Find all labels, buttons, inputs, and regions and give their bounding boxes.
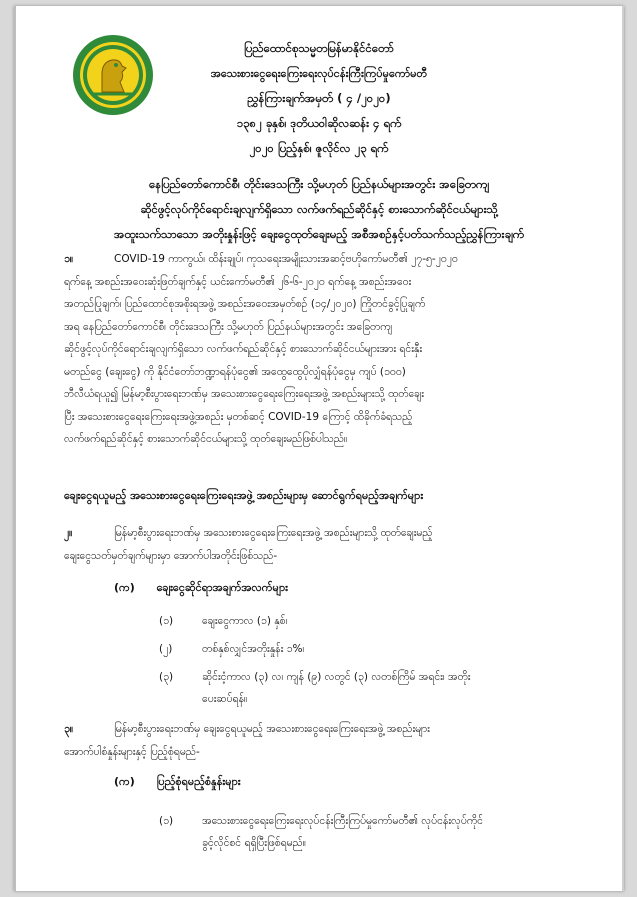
paragraph-line: ၂။ မြန်မာ့စီးပွားရေးဘဏ်မှ အသေးစားငွေရေးကြေးရေးအဖွဲ့ အစည်းများသို့ ထုတ်ချေးမည့် bbox=[64, 522, 594, 545]
sub-section-a bbox=[114, 578, 288, 598]
item-text: တစ်နှစ်လျှင်အတိုးနှုန်း ၁%၊ bbox=[202, 643, 305, 655]
list-item bbox=[159, 666, 589, 712]
item-marker: (၁) bbox=[159, 815, 174, 827]
paragraph-line: ၁။ COVID-19 ကာကွယ်၊ ထိန်းချုပ်၊ ကုသရေးအမျိုးသားအဆင့်ဗဟိုကော်မတီ၏ ၂၇-၅-၂၀၂၀ bbox=[64, 248, 594, 271]
list-item bbox=[159, 810, 589, 856]
title-line: ဆိုင်ဖွင့်လုပ်ကိုင်ရောင်းချလျက်ရှိသော လက်ဖက်ရည်ဆိုင်နှင့် စားသောက်ဆိုင်ငယ်များသို့ bbox=[140, 202, 498, 216]
title-line: အထူးသက်သာသော အတိုးနှုန်းဖြင့် ချေးငွေထုတ်ချေးမည့် အစီအစဉ်နှင့်ပတ်သက်သည့်ညွှန်ကြားချက် bbox=[113, 227, 525, 241]
paragraph-line: ပြီး အသေးစားငွေရေးကြေးရေးအဖွဲ့အစည်း မှတစ်ဆင့် COVID-19 ကြောင့် ထိခိုက်ခံရသည့် bbox=[64, 410, 413, 423]
item-marker: (၁) bbox=[159, 615, 174, 627]
document-page bbox=[14, 6, 624, 891]
paragraph-number: ၂။ bbox=[64, 527, 73, 539]
paragraph-line: ၃။ မြန်မာ့စီးပွားရေးဘဏ်မှ ချေးငွေရယူမည့် အသေးစားငွေရေးကြေးရေးအဖွဲ့ အစည်းများ bbox=[64, 718, 594, 741]
title-line: နေပြည်တော်ကောင်စီ၊ တိုင်းဒေသကြီး သို့မဟုတ် ပြည်နယ်များအတွင်း အခြေတကျ bbox=[148, 177, 490, 191]
paragraph-line: အရ နေပြည်တော်ကောင်စီ၊ တိုင်းဒေသကြီး သို့မဟုတ် ပြည်နယ်များအတွင်း အခြေတကျ bbox=[64, 320, 393, 333]
item-marker: (၂) bbox=[159, 643, 173, 655]
paragraph-3 bbox=[64, 718, 594, 763]
paragraph-line: မတည်ငွေ (ချေးငွေ) ကို နိုင်ငံတော်ဘဏ္ဍာရန်ပုံငွေ၏ အထွေထွေပိုလျှံရန်ပုံငွေမှ ကျပ် (၁၀၀) bbox=[64, 365, 406, 378]
sub-marker: (က) bbox=[114, 775, 135, 788]
paragraph-line: ချေးငွေသတ်မှတ်ချက်များမှာ အောက်ပါအတိုင်းဖြစ်သည်- bbox=[64, 549, 278, 562]
header-gregorian-date: ၂၀၂၀ ပြည့်နှစ်၊ ဇူလိုင်လ ၂၃ ရက် bbox=[249, 141, 389, 155]
list-item bbox=[159, 610, 589, 634]
item-text: အသေးစားငွေရေးကြေးရေးလုပ်ငန်းကြီးကြပ်မှုကော်မတီ၏ လုပ်ငန်းလုပ်ကိုင် bbox=[202, 815, 483, 827]
document-title bbox=[36, 172, 602, 247]
state-seal-logo bbox=[72, 34, 154, 116]
header-directive-number: ညွှန်ကြားချက်အမှတ် ( ၄ /၂၀၂၀) bbox=[247, 91, 391, 105]
paragraph-line: အောက်ပါစံနှုန်းများနှင့် ပြည့်စုံရမည်- bbox=[64, 745, 200, 758]
section-heading: ချေးငွေရယူမည့် အသေးစားငွေရေးကြေးရေးအဖွဲ့ အစည်းများမှ ဆောင်ရွက်ရမည့်အချက်များ bbox=[64, 489, 424, 502]
sub-marker: (က) bbox=[114, 581, 135, 594]
sub-heading: ပြည့်စုံရမည့်စံနှုန်းများ bbox=[156, 775, 241, 788]
paragraph-line: ရက်နေ့ အစည်းအဝေးဆုံးဖြတ်ချက်နှင့် ယင်းကော်မတီ၏ ၂၆-၆-၂၀၂၀ ရက်နေ့ အစည်းအဝေး bbox=[64, 275, 412, 288]
paragraph-line: အတည်ပြုချက်၊ ပြည်ထောင်စုအစိုးရအဖွဲ့ အစည်းအဝေးအမှတ်စဉ် (၁၄/၂၀၂၀) ကြိုတင်ခွင့်ပြုချက် bbox=[64, 298, 426, 310]
paragraph-line: လက်ဖက်ရည်ဆိုင်နှင့် စားသောက်ဆိုင်ငယ်များသို့ ထုတ်ချေးမည်ဖြစ်ပါသည်။ bbox=[64, 433, 348, 445]
header-committee: အသေးစားငွေရေးကြေးရေးလုပ်ငန်းကြီးကြပ်မှုကော်မတီ bbox=[210, 67, 428, 80]
list-item bbox=[159, 638, 589, 662]
header-country: ပြည်ထောင်စုသမ္မတမြန်မာနိုင်ငံတော် bbox=[243, 41, 395, 55]
item-marker: (၃) bbox=[159, 671, 174, 683]
item-text: ခွင့်လိုင်စင် ရရှိပြီးဖြစ်ရမည်။ bbox=[202, 837, 306, 849]
paragraph-line: ဆိုင်ဖွင့်လုပ်ကိုင်ရောင်းချလျက်ရှိသော လက်ဖက်ရည်ဆိုင်နှင့် စားသောက်ဆိုင်ငယ်များအား ရင်းနှီး bbox=[64, 343, 422, 355]
sub-heading: ချေးငွေဆိုင်ရာအချက်အလက်များ bbox=[156, 581, 288, 594]
paragraph-number: ၃။ bbox=[64, 723, 74, 735]
paragraph-number: ၁။ bbox=[64, 253, 74, 265]
header-block bbox=[164, 36, 474, 161]
item-text: ပေးဆပ်ရန်။ bbox=[202, 693, 248, 705]
paragraph-1 bbox=[64, 248, 594, 451]
header-myanmar-date: ၁၃၈၂ ခုနှစ်၊ ဒုတိယဝါဆိုလဆန်း ၄ ရက် bbox=[236, 116, 402, 130]
sub-section-a bbox=[114, 772, 241, 792]
paragraph-line: ဘီလီယံရယူ၍ မြန်မာ့စီးပွားရေးဘဏ်မှ အသေးစားငွေရေးကြေးရေးအဖွဲ့ အစည်းများသို့ ထုတ်ချေး bbox=[64, 388, 424, 400]
paragraph-2 bbox=[64, 522, 594, 567]
item-text: ဆိုင်းငံ့ကာလ (၃) လ၊ ကျန် (၉) လတွင် (၃) လတစ်ကြိမ် အရင်း၊ အတိုး bbox=[202, 671, 471, 683]
item-text: ချေးငွေကာလ (၁) နှစ်၊ bbox=[202, 615, 288, 627]
